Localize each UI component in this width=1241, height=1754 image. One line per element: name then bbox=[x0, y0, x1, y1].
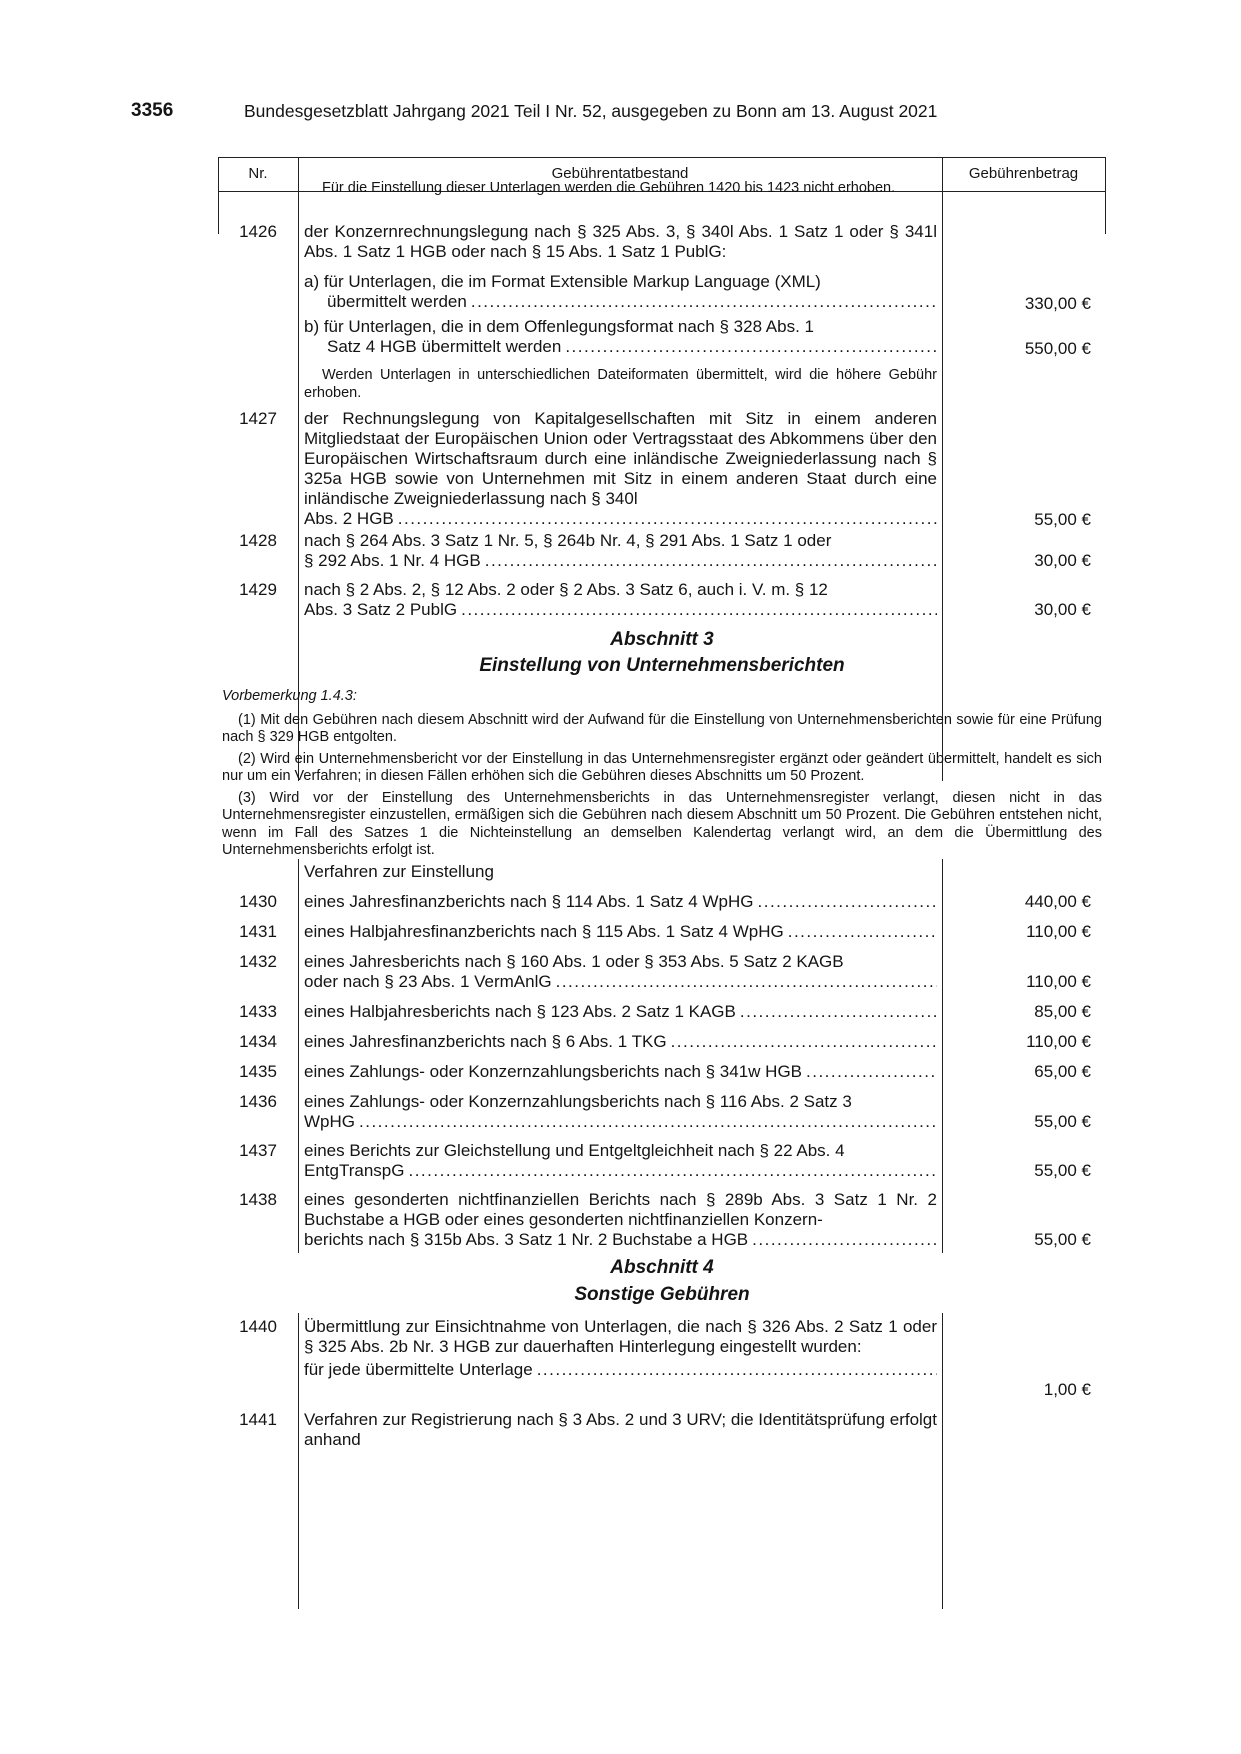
column-divider bbox=[298, 1313, 299, 1609]
leader-line bbox=[304, 1360, 937, 1380]
row-description-line: Satz 4 HGB übermittelt werden bbox=[327, 337, 562, 356]
row-description bbox=[304, 409, 937, 529]
page-number: 3356 bbox=[131, 100, 174, 121]
row-number: 1434 bbox=[239, 1032, 277, 1051]
row-description bbox=[304, 1092, 937, 1132]
column-divider bbox=[942, 1313, 943, 1609]
row-description-line: b) für Unterlagen, die in dem Offenlegungsformat nach § 328 Abs. 1 bbox=[304, 317, 814, 336]
row-number: 1437 bbox=[239, 1141, 277, 1160]
fee-amount: 65,00 € bbox=[1034, 1062, 1091, 1081]
fee-amount: 1,00 € bbox=[1043, 1380, 1091, 1399]
column-header-betrag: Gebührenbetrag bbox=[968, 165, 1079, 182]
column-divider bbox=[942, 859, 943, 1253]
leader-line bbox=[304, 292, 937, 312]
row-description-line: oder nach § 23 Abs. 1 VermAnlG bbox=[304, 972, 552, 991]
fee-amount: 110,00 € bbox=[1026, 972, 1091, 991]
row-number: 1429 bbox=[239, 580, 277, 599]
row-description-line: WpHG bbox=[304, 1112, 355, 1131]
fee-amount: 30,00 € bbox=[1034, 600, 1091, 619]
row-description: eines Jahresfinanzberichts nach § 114 Abs. 1 Satz 4 WpHG bbox=[304, 892, 754, 911]
section-heading: Abschnitt 4 bbox=[610, 1257, 714, 1278]
leader-line bbox=[304, 1032, 937, 1052]
row-number: 1440 bbox=[239, 1317, 277, 1336]
row-description: eines Halbjahresfinanzberichts nach § 115 Abs. 1 Satz 4 WpHG bbox=[304, 922, 784, 941]
fee-amount: 55,00 € bbox=[1034, 1112, 1091, 1131]
row-description-text: nach § 264 Abs. 3 Satz 1 Nr. 5, § 264b Nr. 4, § 291 Abs. 1 Satz 1 oder bbox=[304, 531, 832, 550]
row-description bbox=[304, 580, 937, 620]
row-description-line: a) für Unterlagen, die im Format Extensible Markup Language (XML) bbox=[304, 272, 821, 291]
fee-amount: 110,00 € bbox=[1026, 922, 1091, 941]
row-description-text: eines Zahlungs- oder Konzernzahlungsberichts nach § 116 Abs. 2 Satz 3 bbox=[304, 1092, 852, 1111]
group-label: Verfahren zur Einstellung bbox=[304, 862, 494, 881]
note-text: Für die Einstellung dieser Unterlagen werden die Gebühren 1420 bis 1423 nicht erhoben. bbox=[322, 180, 896, 196]
leader-line bbox=[304, 892, 937, 912]
page-header bbox=[131, 100, 1241, 124]
row-number: 1433 bbox=[239, 1002, 277, 1021]
fee-amount: 55,00 € bbox=[1034, 1230, 1091, 1249]
row-description bbox=[304, 1190, 937, 1250]
row-description bbox=[304, 1141, 937, 1181]
page-title: Bundesgesetzblatt Jahrgang 2021 Teil I Nr. 52, ausgegeben zu Bonn am 13. August 2021 bbox=[244, 101, 938, 121]
leader-line bbox=[304, 1112, 937, 1132]
leader-line bbox=[304, 972, 937, 992]
row-description-line: berichts nach § 315b Abs. 3 Satz 1 Nr. 2 Buchstabe a HGB bbox=[304, 1230, 749, 1249]
row-description bbox=[304, 317, 937, 357]
row-description bbox=[304, 1317, 937, 1380]
row-number: 1436 bbox=[239, 1092, 277, 1111]
fee-amount: 330,00 € bbox=[1024, 294, 1091, 313]
fee-amount: 85,00 € bbox=[1034, 1002, 1091, 1021]
leader-line bbox=[304, 337, 937, 357]
row-description-text: Übermittlung zur Einsichtnahme von Unterlagen, die nach § 326 Abs. 2 Satz 1 oder § 325 Abs. 2b Nr. 3 HGB zur dauerhaften Hinterlegung eingestellt wurden: bbox=[304, 1317, 937, 1356]
leader-line bbox=[304, 1230, 937, 1250]
row-description-line: § 292 Abs. 1 Nr. 4 HGB bbox=[304, 551, 481, 570]
fee-amount: 440,00 € bbox=[1024, 892, 1091, 911]
note-paragraph: (1) Mit den Gebühren nach diesem Abschnitt wird der Aufwand für die Einstellung von Unternehmensberichten sowie für eine Prüfung nach § 329 HGB entgolten. bbox=[222, 711, 1102, 745]
table-border-right bbox=[1105, 191, 1106, 234]
row-description: der Konzernrechnungslegung nach § 325 Abs. 3, § 340l Abs. 1 Satz 1 oder § 341l Abs. 1 Satz 1 HGB oder nach § 15 Abs. 1 Satz 1 PublG: bbox=[304, 222, 937, 261]
row-description-text: der Rechnungslegung von Kapitalgesellschaften mit Sitz in einem anderen Mitgliedstaat der Europäischen Union oder Vertragsstaat des Abkommens über den Europäischen Wirtschaftsraum durch eine inländische Zweigniederlassung nach § 325a HGB sowie von Unternehmen mit Sitz in einem anderen Staat durch eine inländische Zweigniederlassung nach § 340l bbox=[304, 409, 937, 508]
row-number: 1430 bbox=[239, 892, 277, 911]
fee-amount: 55,00 € bbox=[1034, 1161, 1091, 1180]
leader-line bbox=[304, 509, 937, 529]
row-description-text: eines Jahresberichts nach § 160 Abs. 1 oder § 353 Abs. 5 Satz 2 KAGB bbox=[304, 952, 844, 971]
fee-amount: 30,00 € bbox=[1034, 551, 1091, 570]
section-heading: Abschnitt 3 bbox=[610, 629, 714, 650]
row-description: eines Halbjahresberichts nach § 123 Abs. 2 Satz 1 KAGB bbox=[304, 1002, 736, 1021]
row-description-line: Abs. 2 HGB bbox=[304, 509, 394, 528]
row-description-text: eines Berichts zur Gleichstellung und Entgeltgleichheit nach § 22 Abs. 4 bbox=[304, 1141, 845, 1160]
row-number: 1427 bbox=[239, 409, 277, 428]
row-number: 1435 bbox=[239, 1062, 277, 1081]
fee-amount: 550,00 € bbox=[1024, 339, 1091, 358]
row-number: 1426 bbox=[239, 222, 277, 241]
note-paragraph: (2) Wird ein Unternehmensbericht vor der Einstellung in das Unternehmensregister ergänzt oder geändert übermittelt, handelt es sich nur um ein Verfahren; in diesen Fällen erhöhen sich die Gebühren dieses Abschnitts um 50 Prozent. bbox=[222, 750, 1102, 784]
leader-line bbox=[304, 922, 937, 942]
row-description-text: eines gesonderten nichtfinanziellen Berichts nach § 289b Abs. 3 Satz 1 Nr. 2 Buchstabe a HGB oder eines gesonderten nichtfinanziellen Konzern- bbox=[304, 1190, 937, 1229]
row-number: 1431 bbox=[239, 922, 277, 941]
column-header-tatbestand: Gebührentatbestand bbox=[551, 165, 689, 182]
row-description bbox=[304, 272, 937, 312]
table-border-right bbox=[1105, 157, 1106, 191]
note-title: Vorbemerkung 1.4.3: bbox=[222, 688, 357, 704]
row-number: 1428 bbox=[239, 531, 277, 550]
row-description-line: EntgTranspG bbox=[304, 1161, 405, 1180]
column-divider bbox=[298, 859, 299, 1253]
fee-amount: 55,00 € bbox=[1034, 510, 1091, 529]
row-description: eines Zahlungs- oder Konzernzahlungsberichts nach § 341w HGB bbox=[304, 1062, 803, 1081]
fee-amount: 110,00 € bbox=[1026, 1032, 1091, 1051]
row-description: eines Jahresfinanzberichts nach § 6 Abs. 1 TKG bbox=[304, 1032, 667, 1051]
row-description bbox=[304, 531, 937, 571]
row-description-line: für jede übermittelte Unterlage bbox=[304, 1360, 533, 1379]
note-text: Werden Unterlagen in unterschiedlichen Dateiformaten übermittelt, wird die höhere Gebühr erhoben. bbox=[304, 367, 937, 401]
row-number: 1432 bbox=[239, 952, 277, 971]
leader-line bbox=[304, 1002, 937, 1022]
leader-line bbox=[304, 1161, 937, 1181]
row-description-line: Abs. 3 Satz 2 PublG bbox=[304, 600, 458, 619]
column-header-nr: Nr. bbox=[248, 165, 268, 182]
preliminary-note bbox=[222, 688, 1102, 864]
row-description-line: übermittelt werden bbox=[327, 292, 467, 311]
leader-line bbox=[304, 1062, 937, 1082]
row-description bbox=[304, 952, 937, 992]
row-description-text: nach § 2 Abs. 2, § 12 Abs. 2 oder § 2 Abs. 3 Satz 6, auch i. V. m. § 12 bbox=[304, 580, 828, 599]
row-number: 1438 bbox=[239, 1190, 277, 1209]
leader-line bbox=[304, 600, 937, 620]
section-subheading: Einstellung von Unternehmensberichten bbox=[479, 655, 845, 676]
section-subheading: Sonstige Gebühren bbox=[574, 1284, 750, 1305]
row-description: Verfahren zur Registrierung nach § 3 Abs. 2 und 3 URV; die Identitätsprüfung erfolgt anhand bbox=[304, 1410, 937, 1449]
leader-line bbox=[304, 551, 937, 571]
row-number: 1441 bbox=[239, 1410, 277, 1429]
note-paragraph: (3) Wird vor der Einstellung des Unternehmensberichts in das Unternehmensregister verlangt, diesen nicht in das Unternehmensregister einzustellen, ermäßigen sich die Gebühren nach diesem Abschnitt um 50 Prozent. Die Gebühren entstehen nicht, wenn im Fall des Satzes 1 die Nichteinstellung an demselben Kalendertag verlangt wird, an dem die Übermittlung des Unternehmensberichts erfolgt ist. bbox=[222, 789, 1102, 858]
